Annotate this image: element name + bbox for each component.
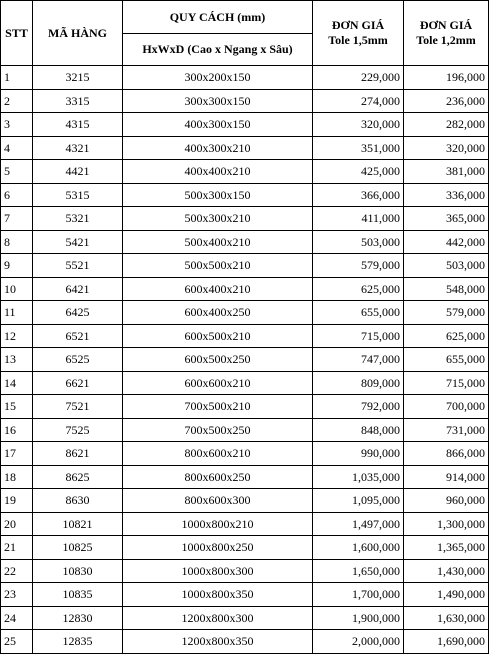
cell-price-1-5mm: 320,000 [313, 113, 404, 137]
table-row [1, 348, 489, 372]
cell-code: 5321 [33, 207, 123, 231]
cell-stt: 5 [1, 160, 33, 184]
cell-stt: 10 [1, 277, 33, 301]
cell-price-1-5mm: 425,000 [313, 160, 404, 184]
cell-price-1-2mm: 625,000 [404, 324, 489, 348]
cell-price-1-2mm: 914,000 [404, 465, 489, 489]
cell-stt: 24 [1, 606, 33, 630]
cell-code: 6525 [33, 348, 123, 372]
cell-price-1-2mm: 1,300,000 [404, 512, 489, 536]
cell-dimensions: 500x500x210 [123, 254, 313, 278]
cell-dimensions: 500x300x210 [123, 207, 313, 231]
cell-price-1-5mm: 366,000 [313, 183, 404, 207]
cell-dimensions: 600x400x210 [123, 277, 313, 301]
header-price-1-2 [404, 1, 489, 66]
cell-code: 8621 [33, 442, 123, 466]
table-body [1, 66, 489, 654]
cell-stt: 4 [1, 136, 33, 160]
cell-stt: 20 [1, 512, 33, 536]
cell-dimensions: 1200x800x350 [123, 630, 313, 654]
cell-dimensions: 600x600x210 [123, 371, 313, 395]
cell-price-1-2mm: 1,490,000 [404, 583, 489, 607]
cell-stt: 9 [1, 254, 33, 278]
cell-price-1-2mm: 655,000 [404, 348, 489, 372]
cell-price-1-5mm: 747,000 [313, 348, 404, 372]
table-row [1, 442, 489, 466]
cell-stt: 7 [1, 207, 33, 231]
cell-stt: 15 [1, 395, 33, 419]
table-row [1, 324, 489, 348]
header-price-1-5 [313, 1, 404, 66]
cell-dimensions: 1200x800x300 [123, 606, 313, 630]
cell-dimensions: 1000x800x250 [123, 536, 313, 560]
cell-code: 8630 [33, 489, 123, 513]
table-row [1, 113, 489, 137]
cell-code: 5521 [33, 254, 123, 278]
cell-dimensions: 800x600x210 [123, 442, 313, 466]
cell-stt: 23 [1, 583, 33, 607]
cell-stt: 13 [1, 348, 33, 372]
cell-price-1-2mm: 1,430,000 [404, 559, 489, 583]
cell-dimensions: 400x300x210 [123, 136, 313, 160]
cell-stt: 14 [1, 371, 33, 395]
cell-dimensions: 600x500x250 [123, 348, 313, 372]
header-stt: STT [1, 1, 33, 66]
cell-dimensions: 700x500x210 [123, 395, 313, 419]
cell-stt: 1 [1, 66, 33, 90]
header-spec: QUY CÁCH (mm) [123, 1, 313, 34]
header-price-1-2-line2: Tole 1,2mm [416, 33, 476, 47]
cell-dimensions: 400x300x150 [123, 113, 313, 137]
table-row [1, 160, 489, 184]
cell-dimensions: 800x600x250 [123, 465, 313, 489]
cell-price-1-2mm: 196,000 [404, 66, 489, 90]
cell-price-1-2mm: 365,000 [404, 207, 489, 231]
table-row [1, 89, 489, 113]
cell-code: 6421 [33, 277, 123, 301]
cell-code: 3315 [33, 89, 123, 113]
cell-price-1-2mm: 960,000 [404, 489, 489, 513]
cell-stt: 11 [1, 301, 33, 325]
cell-price-1-5mm: 715,000 [313, 324, 404, 348]
cell-price-1-2mm: 1,365,000 [404, 536, 489, 560]
cell-price-1-2mm: 236,000 [404, 89, 489, 113]
cell-price-1-5mm: 1,900,000 [313, 606, 404, 630]
cell-dimensions: 1000x800x300 [123, 559, 313, 583]
table-row [1, 489, 489, 513]
cell-code: 12830 [33, 606, 123, 630]
table-row [1, 606, 489, 630]
cell-stt: 22 [1, 559, 33, 583]
cell-dimensions: 500x300x150 [123, 183, 313, 207]
cell-price-1-5mm: 1,035,000 [313, 465, 404, 489]
cell-price-1-2mm: 1,690,000 [404, 630, 489, 654]
cell-price-1-5mm: 1,700,000 [313, 583, 404, 607]
cell-code: 6621 [33, 371, 123, 395]
cell-code: 6425 [33, 301, 123, 325]
table-row [1, 583, 489, 607]
table-row [1, 465, 489, 489]
cell-price-1-2mm: 282,000 [404, 113, 489, 137]
cell-stt: 6 [1, 183, 33, 207]
table-row [1, 418, 489, 442]
cell-stt: 18 [1, 465, 33, 489]
table-row [1, 207, 489, 231]
table-row [1, 254, 489, 278]
table-row [1, 536, 489, 560]
cell-stt: 21 [1, 536, 33, 560]
cell-price-1-5mm: 503,000 [313, 230, 404, 254]
cell-code: 10821 [33, 512, 123, 536]
cell-price-1-2mm: 579,000 [404, 301, 489, 325]
table-header [1, 1, 489, 66]
table-row [1, 395, 489, 419]
cell-price-1-5mm: 1,095,000 [313, 489, 404, 513]
cell-stt: 12 [1, 324, 33, 348]
cell-price-1-5mm: 2,000,000 [313, 630, 404, 654]
cell-price-1-5mm: 1,600,000 [313, 536, 404, 560]
cell-price-1-2mm: 503,000 [404, 254, 489, 278]
cell-stt: 25 [1, 630, 33, 654]
table-row [1, 230, 489, 254]
cell-code: 5315 [33, 183, 123, 207]
cell-price-1-2mm: 336,000 [404, 183, 489, 207]
cell-price-1-5mm: 1,650,000 [313, 559, 404, 583]
table-row [1, 277, 489, 301]
cell-code: 10835 [33, 583, 123, 607]
cell-code: 6521 [33, 324, 123, 348]
cell-price-1-5mm: 1,497,000 [313, 512, 404, 536]
cell-stt: 2 [1, 89, 33, 113]
cell-price-1-2mm: 731,000 [404, 418, 489, 442]
table-row [1, 183, 489, 207]
cell-price-1-5mm: 351,000 [313, 136, 404, 160]
cell-dimensions: 300x200x150 [123, 66, 313, 90]
cell-price-1-5mm: 809,000 [313, 371, 404, 395]
cell-code: 4315 [33, 113, 123, 137]
table-row [1, 371, 489, 395]
cell-price-1-5mm: 579,000 [313, 254, 404, 278]
cell-price-1-2mm: 700,000 [404, 395, 489, 419]
cell-stt: 3 [1, 113, 33, 137]
header-price-1-5-line1: ĐƠN GIÁ [331, 18, 385, 32]
cell-code: 7521 [33, 395, 123, 419]
cell-dimensions: 400x400x210 [123, 160, 313, 184]
cell-dimensions: 1000x800x350 [123, 583, 313, 607]
cell-dimensions: 800x600x300 [123, 489, 313, 513]
cell-code: 10830 [33, 559, 123, 583]
cell-price-1-2mm: 1,630,000 [404, 606, 489, 630]
cell-stt: 16 [1, 418, 33, 442]
cell-dimensions: 600x400x250 [123, 301, 313, 325]
cell-code: 3215 [33, 66, 123, 90]
header-price-1-2-line1: ĐƠN GIÁ [419, 18, 473, 32]
cell-dimensions: 600x500x210 [123, 324, 313, 348]
cell-code: 4421 [33, 160, 123, 184]
cell-price-1-2mm: 548,000 [404, 277, 489, 301]
header-spec-sub: HxWxD (Cao x Ngang x Sâu) [123, 34, 313, 66]
cell-code: 4321 [33, 136, 123, 160]
cell-stt: 17 [1, 442, 33, 466]
cell-price-1-5mm: 625,000 [313, 277, 404, 301]
table-row [1, 136, 489, 160]
cell-price-1-5mm: 274,000 [313, 89, 404, 113]
table-row [1, 512, 489, 536]
cell-dimensions: 300x300x150 [123, 89, 313, 113]
cell-dimensions: 1000x800x210 [123, 512, 313, 536]
cell-price-1-2mm: 715,000 [404, 371, 489, 395]
table-row [1, 66, 489, 90]
cell-price-1-2mm: 320,000 [404, 136, 489, 160]
cell-price-1-2mm: 866,000 [404, 442, 489, 466]
cell-price-1-2mm: 442,000 [404, 230, 489, 254]
cell-code: 10825 [33, 536, 123, 560]
cell-stt: 8 [1, 230, 33, 254]
cell-price-1-5mm: 229,000 [313, 66, 404, 90]
cell-dimensions: 700x500x250 [123, 418, 313, 442]
cell-stt: 19 [1, 489, 33, 513]
cell-code: 12835 [33, 630, 123, 654]
cell-code: 7525 [33, 418, 123, 442]
cell-code: 8625 [33, 465, 123, 489]
table-row [1, 630, 489, 654]
cell-price-1-5mm: 848,000 [313, 418, 404, 442]
cell-price-1-2mm: 381,000 [404, 160, 489, 184]
cell-price-1-5mm: 655,000 [313, 301, 404, 325]
cell-price-1-5mm: 792,000 [313, 395, 404, 419]
cell-price-1-5mm: 411,000 [313, 207, 404, 231]
cell-code: 5421 [33, 230, 123, 254]
table-row [1, 301, 489, 325]
header-code: MÃ HÀNG [33, 1, 123, 66]
cell-price-1-5mm: 990,000 [313, 442, 404, 466]
cell-dimensions: 500x400x210 [123, 230, 313, 254]
table-row [1, 559, 489, 583]
header-price-1-5-line2: Tole 1,5mm [328, 33, 388, 47]
